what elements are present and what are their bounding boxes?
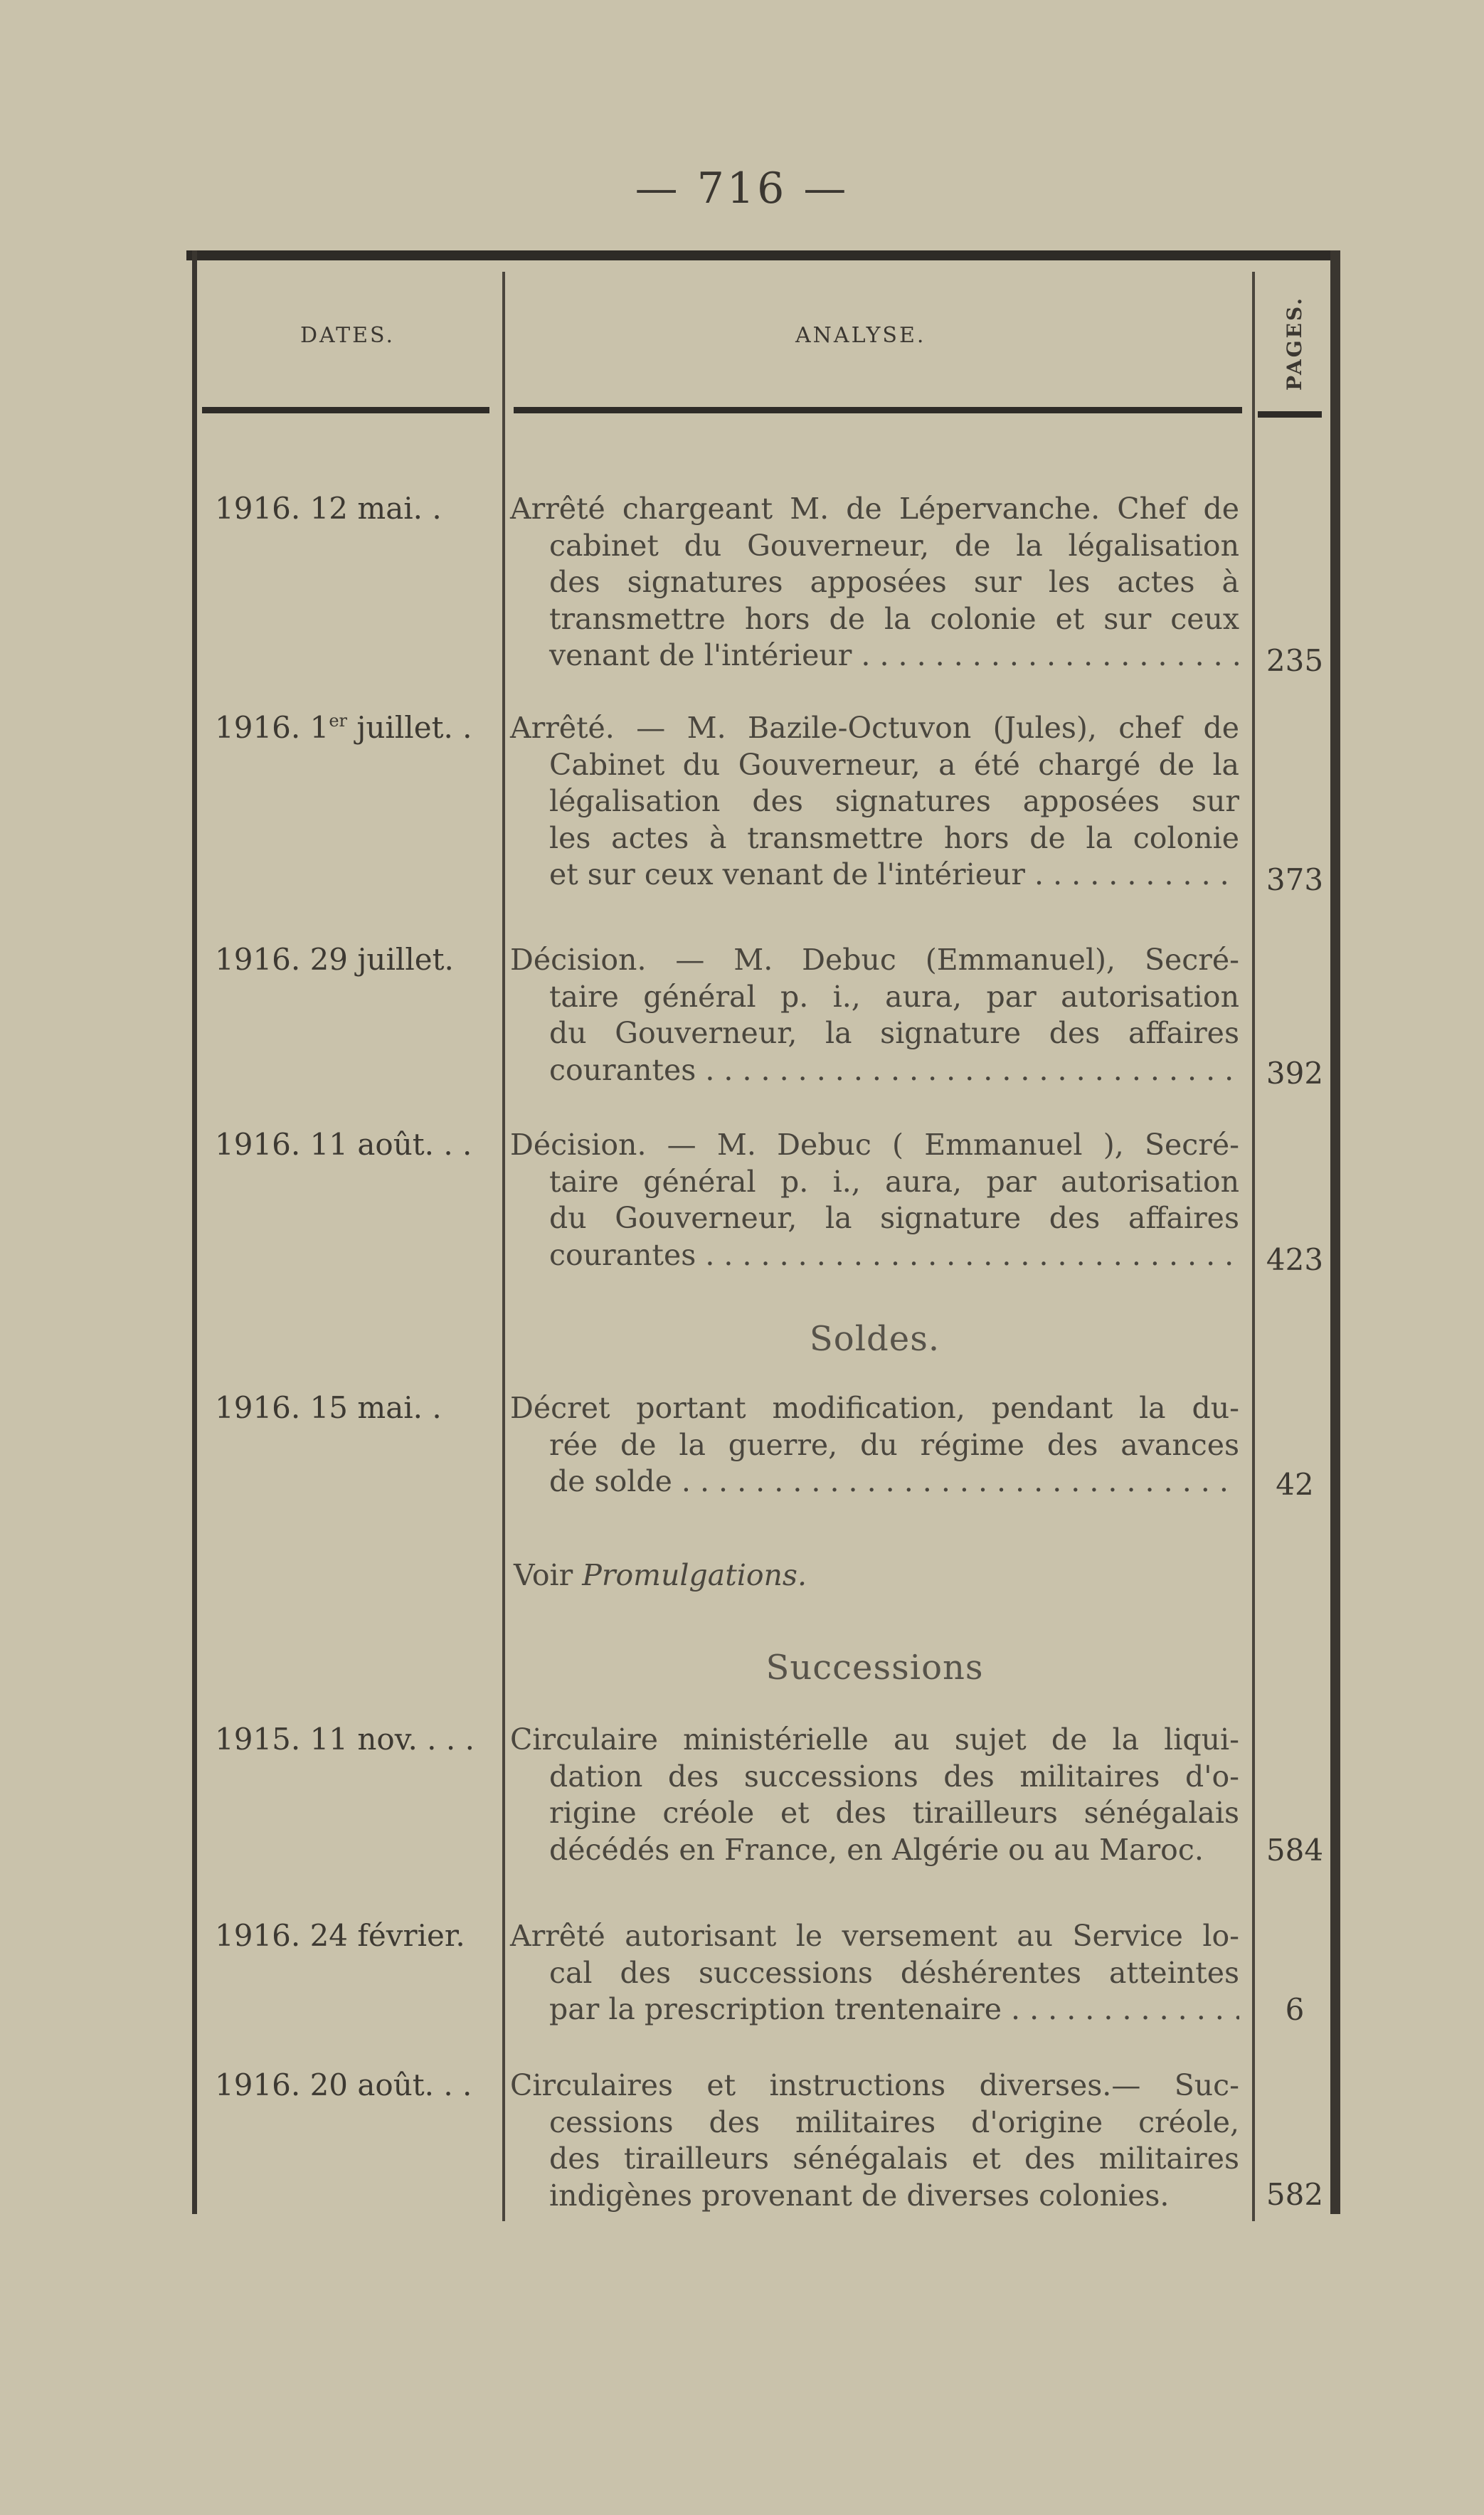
header-rule bbox=[202, 407, 489, 413]
analysis-line: Décision. — M. Debuc (Emmanuel), Secré- bbox=[510, 943, 1239, 977]
analysis-line: Circulaires et instructions diverses.— Suc- bbox=[510, 2068, 1239, 2102]
analysis-line: courantes . . . bbox=[510, 1237, 1239, 1274]
entry-analysis bbox=[510, 710, 1239, 894]
analysis-line: venant de l'intérieur . . . bbox=[510, 637, 1239, 674]
analysis-line: de solde . . . bbox=[510, 1463, 1239, 1500]
analysis-line: Arrêté chargeant M. de Lépervanche. Chef de bbox=[510, 492, 1239, 526]
analysis-line: du Gouverneur, la signature des affaires bbox=[549, 1016, 1239, 1050]
column-divider-dates bbox=[502, 272, 505, 2221]
analysis-line: transmettre hors de la colonie et sur ceux bbox=[549, 601, 1239, 636]
entry-page: 423 bbox=[1266, 1242, 1324, 1277]
analysis-line: indigènes provenant de diverses colonies. bbox=[549, 2178, 1170, 2213]
entry-date bbox=[215, 710, 499, 746]
entry-page: 6 bbox=[1285, 1992, 1305, 2027]
entry-date-suffix: juillet. . bbox=[347, 710, 472, 745]
analysis-line: Arrêté autorisant le versement au Service lo- bbox=[510, 1919, 1239, 1953]
cross-reference-prefix: Voir bbox=[514, 1558, 583, 1592]
analysis-line: courantes . . . bbox=[510, 1052, 1239, 1089]
header-pages bbox=[1269, 286, 1319, 400]
analysis-line: des tirailleurs sénégalais et des militaires bbox=[549, 2141, 1239, 2176]
analysis-line: cabinet du Gouverneur, de la légalisation bbox=[549, 528, 1239, 563]
header-dates: DATES. bbox=[300, 323, 396, 348]
entry-page: 235 bbox=[1266, 643, 1324, 678]
entry-date: 1916. 15 mai. . bbox=[215, 1390, 442, 1425]
analysis-line: légalisation des signatures apposées sur bbox=[549, 784, 1239, 818]
entry-date: 1916. 24 février. bbox=[215, 1918, 465, 1953]
entry-page: 42 bbox=[1276, 1467, 1314, 1502]
cross-reference bbox=[514, 1558, 807, 1592]
entry-analysis bbox=[510, 1390, 1239, 1500]
header-pages-label: PAGES. bbox=[1282, 295, 1306, 391]
entry-date-sup: er bbox=[329, 711, 347, 731]
entry-analysis bbox=[510, 491, 1239, 674]
entry-date: 1916. 11 août. . . bbox=[215, 1127, 472, 1162]
analysis-line: et sur ceux venant de l'intérieur . . . bbox=[510, 857, 1239, 894]
header-rule bbox=[514, 407, 1242, 413]
analysis-line: du Gouverneur, la signature des affaires bbox=[549, 1201, 1239, 1235]
analysis-line: dation des successions des militaires d'o- bbox=[549, 1759, 1239, 1794]
entry-analysis bbox=[510, 1918, 1239, 2028]
section-title-soldes: Soldes. bbox=[809, 1319, 940, 1359]
analysis-line: cal des successions déshérentes atteintes bbox=[549, 1955, 1239, 1990]
entry-analysis bbox=[510, 1127, 1239, 1274]
analysis-line: Arrêté. — M. Bazile-Octuvon (Jules), chef de bbox=[510, 711, 1239, 745]
analysis-line: Cabinet du Gouverneur, a été chargé de la bbox=[549, 747, 1239, 782]
entry-date-prefix: 1916. 1 bbox=[215, 710, 329, 745]
page-number: — 716 — bbox=[635, 164, 849, 213]
table-left-rule bbox=[192, 250, 197, 2214]
table-right-rule bbox=[1330, 250, 1340, 2214]
analysis-line: rigine créole et des tirailleurs sénégalais bbox=[549, 1796, 1239, 1830]
entry-date: 1915. 11 nov. . . . bbox=[215, 1722, 475, 1757]
analysis-line: décédés en France, en Algérie ou au Maroc. bbox=[549, 1832, 1204, 1867]
entry-analysis bbox=[510, 942, 1239, 1089]
column-divider-pages bbox=[1252, 272, 1255, 2221]
entry-analysis bbox=[510, 2067, 1239, 2214]
index-table bbox=[186, 250, 1340, 2214]
entry-page: 392 bbox=[1266, 1056, 1324, 1091]
section-title-successions: Successions bbox=[765, 1648, 984, 1688]
entry-analysis bbox=[510, 1722, 1239, 1868]
entry-page: 582 bbox=[1266, 2177, 1324, 2212]
entry-date: 1916. 20 août. . . bbox=[215, 2067, 472, 2102]
table-top-rule bbox=[186, 250, 1340, 260]
cross-reference-link: Promulgations. bbox=[582, 1558, 807, 1592]
analysis-line: les actes à transmettre hors de la colonie bbox=[549, 820, 1239, 855]
header-rule bbox=[1258, 411, 1322, 418]
entry-page: 373 bbox=[1266, 862, 1324, 897]
analysis-line: des signatures apposées sur les actes à bbox=[549, 565, 1239, 599]
analysis-line: taire général p. i., aura, par autorisation bbox=[549, 979, 1239, 1014]
analysis-line: taire général p. i., aura, par autorisation bbox=[549, 1164, 1239, 1199]
entry-page: 584 bbox=[1266, 1833, 1324, 1868]
entry-date: 1916. 12 mai. . bbox=[215, 491, 442, 526]
analysis-line: Décision. — M. Debuc ( Emmanuel ), Secré- bbox=[510, 1128, 1239, 1162]
analysis-line: cessions des militaires d'origine créole, bbox=[549, 2104, 1239, 2139]
entry-date: 1916. 29 juillet. bbox=[215, 942, 454, 977]
analysis-line: rée de la guerre, du régime des avances bbox=[549, 1427, 1239, 1462]
header-analyse: ANALYSE. bbox=[795, 323, 926, 348]
analysis-line: Circulaire ministérielle au sujet de la liqui- bbox=[510, 1722, 1239, 1757]
analysis-line: par la prescription trentenaire . . . bbox=[510, 1991, 1239, 2028]
analysis-line: Décret portant modification, pendant la du- bbox=[510, 1391, 1239, 1425]
